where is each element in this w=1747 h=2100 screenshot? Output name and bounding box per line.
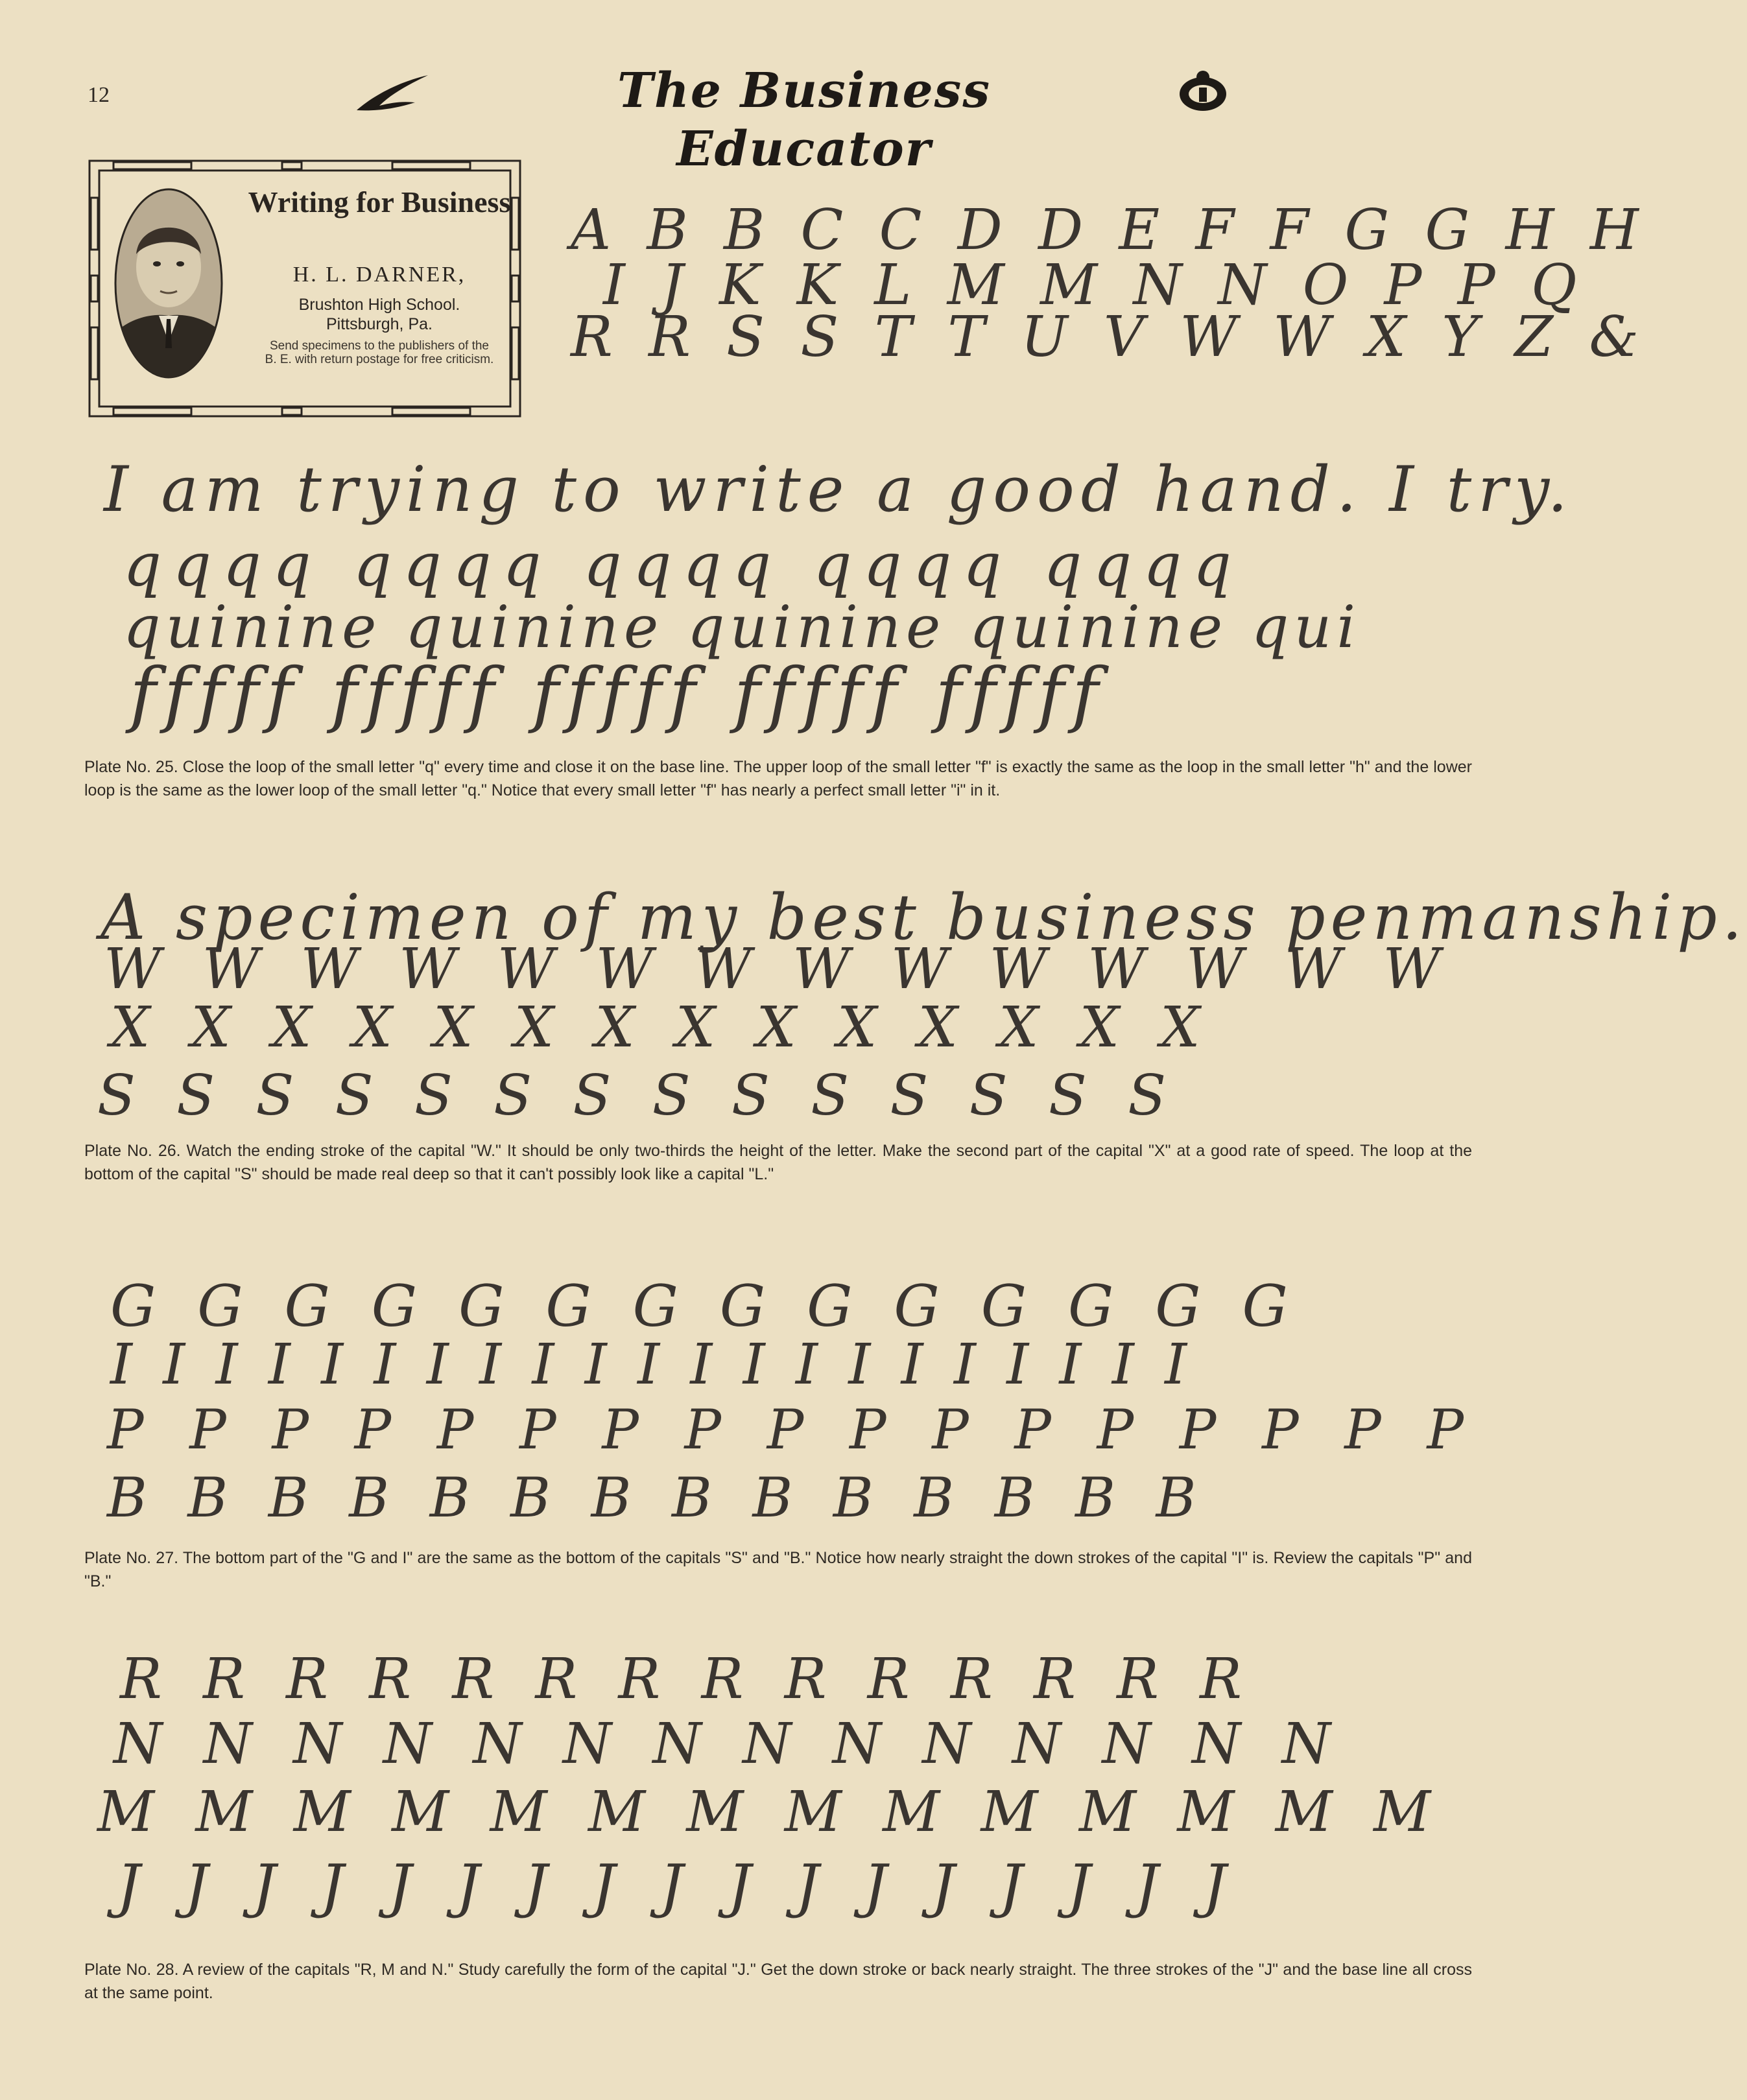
plate28-row-j: J J J J J J J J J J J J J J J J J <box>117 1852 1240 1920</box>
quill-pen-icon <box>353 70 431 115</box>
column-title: Writing for Business <box>248 185 511 218</box>
plate25-sentence: I am trying to write a good hand. I try. <box>104 453 1575 526</box>
plate26-row-x: X X X X X X X X X X X X X X <box>110 995 1212 1060</box>
plate26-row-w: W W W W W W W W W W W W W W <box>104 937 1452 1002</box>
alphabet-line-1: A B B C C D D E F F G G H H <box>571 198 1648 263</box>
plate28-row-n: N N N N N N N N N N N N N N <box>113 1712 1342 1776</box>
plate25-row-q: qqqq qqqq qqqq qqqq qqqq <box>123 530 1243 600</box>
plate25-row-quinine: quinine quinine quinine quinine qui <box>123 593 1361 661</box>
column-header-box <box>88 159 522 418</box>
plate27-row-b: B B B B B B B B B B B B B B <box>107 1466 1208 1529</box>
alphabet-line-2: I J K K L M M N N O P P Q <box>603 253 1586 318</box>
emblem-icon <box>1177 68 1229 115</box>
page-number: 12 <box>88 83 110 107</box>
plate28-row-m: M M M M M M M M M M M M M M <box>97 1780 1443 1845</box>
plate27-row-p: P P P P P P P P P P P P P P P P P <box>107 1398 1479 1461</box>
plate27-row-i: I I I I I I I I I I I I I I I I I I I I I <box>110 1332 1194 1397</box>
alphabet-line-3: R R S S T T U V W W X Y Z & <box>571 305 1648 370</box>
plate25-caption: Plate No. 25. Close the loop of the small letter "q" every time and close it on the base line. The upper loop of the small letter "f" is exactly the same as the loop in the small letter "h" and the lower loop is the same as the lower loop of the small letter "q." Notice that every small letter "f" has nearly a perfect small letter "i" in it. <box>84 758 1472 799</box>
plate26-row-s: S S S S S S S S S S S S S S <box>97 1063 1178 1128</box>
plate28-caption: Plate No. 28. A review of the capitals "R, M and N." Study carefully the form of the capital "J." Get the down stroke or back nearly straight. The three strokes of the "J" and the base line all cross at the same point. <box>84 1961 1472 2002</box>
school-city: Pittsburgh, Pa. <box>326 315 433 333</box>
plate27-caption: Plate No. 27. The bottom part of the "G and I" are the same as the bottom of the capitals "S" and "B." Notice how nearly straight the down strokes of the capital "I" is. Review the capitals "P" and "B." <box>84 1549 1472 1590</box>
column-school <box>246 295 512 334</box>
plate26-sentence: A specimen of my best business penmanship. <box>101 881 1747 954</box>
column-author: H. L. DARNER, <box>292 263 466 287</box>
plate26-caption: Plate No. 26. Watch the ending stroke of the capital "W." It should be only two-thirds the height of the letter. Make the second part of the capital "X" at a good rate of speed. The loop at the bottom of the capital "S" should be made real deep so that it can't possibly look like a capital "L." <box>84 1142 1472 1183</box>
author-portrait <box>113 186 224 381</box>
plate25-row-f: fffff fffff fffff fffff fffff <box>130 652 1106 735</box>
column-note: Send specimens to the publishers of the B. E. with return postage for free criticism. <box>265 339 494 366</box>
masthead-title: The Business Educator <box>617 63 992 177</box>
plate28-row-r: R R R R R R R R R R R R R R <box>120 1647 1254 1712</box>
plate27-row-g: G G G G G G G G G G G G G G <box>110 1273 1300 1339</box>
school-name: Brushton High School. <box>298 296 460 314</box>
